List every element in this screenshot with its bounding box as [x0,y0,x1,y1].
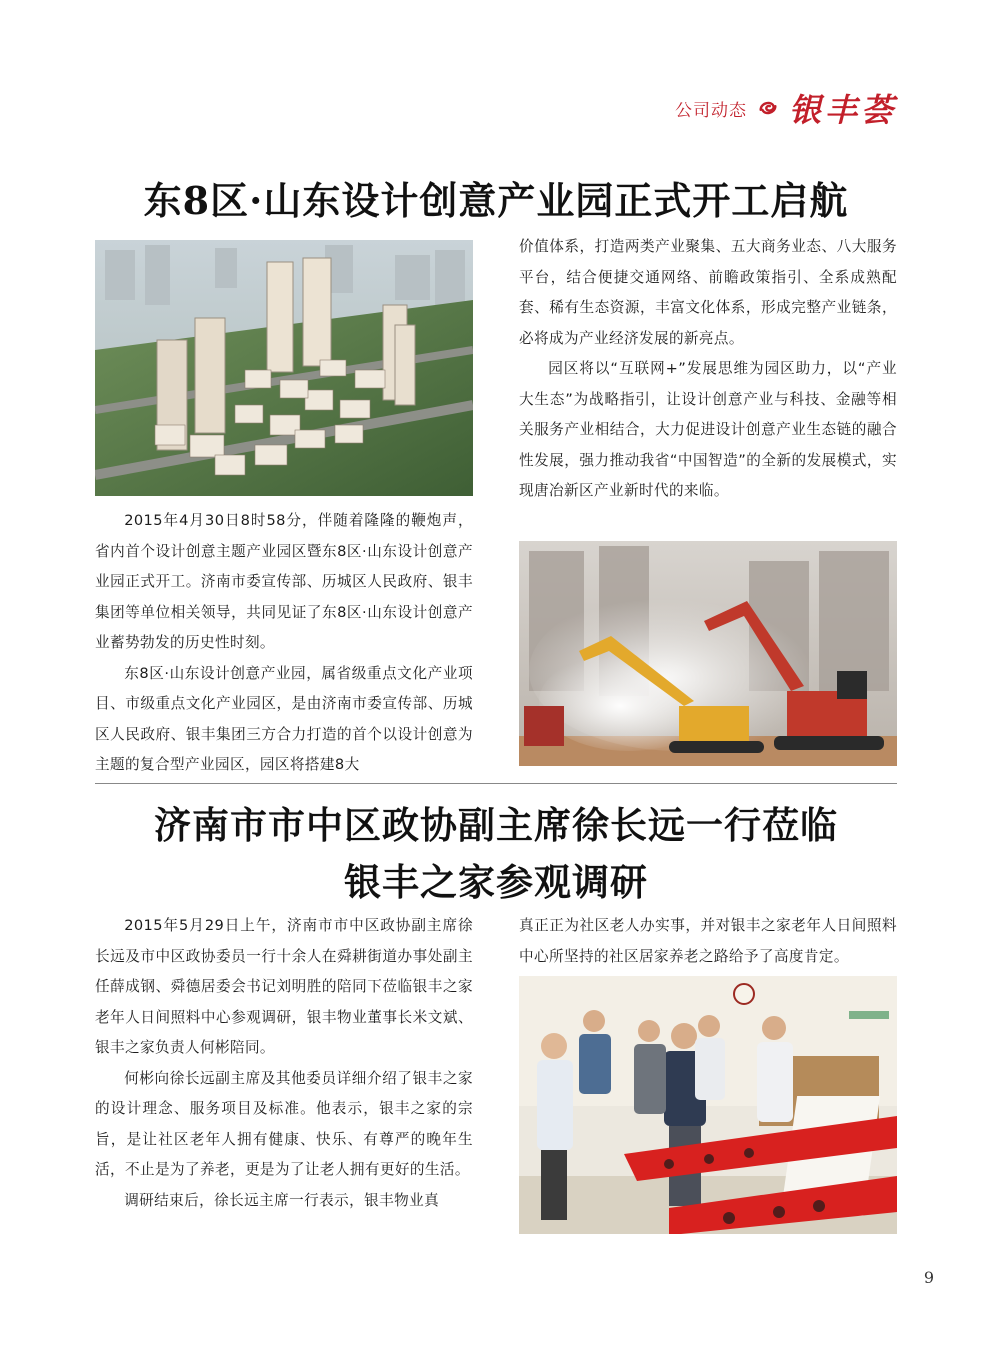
article2-title-line2: 银丰之家参观调研 [344,860,648,904]
article1-paragraph: 2015年4月30日8时58分，伴随着隆隆的鞭炮声，省内首个设计创意主题产业园区暨东8区·山东设计创意产业园正式开工。济南市委宣传部、历城区人民政府、银丰集团等单位相关领导，共同见证了东8区·山东设计创意产业蓄势勃发的历史性时刻。 [95,512,473,651]
article2-right-column [519,911,897,972]
article2-title-line1: 济南市市中区政协副主席徐长远一行莅临 [154,803,838,847]
article2-paragraph: 何彬向徐长远副主席及其他委员详细介绍了银丰之家的设计理念、服务项目及标准。他表示，银丰之家的宗旨，是让社区老年人拥有健康、快乐、有尊严的晚年生活，不止是为了养老，更是为了让老人拥有更好的生活。 [95,1069,473,1178]
section-divider [95,783,897,784]
article1-title: 东8区·山东设计创意产业园正式开工启航 [143,178,849,223]
swirl-icon [757,97,779,119]
article2-paragraph: 真正正为社区老人办实事，并对银丰之家老年人日间照料中心所坚持的社区居家养老之路给予了高度肯定。 [519,917,897,965]
article2-paragraph: 调研结束后，徐长远主席一行表示，银丰物业真 [124,1191,440,1209]
article2-paragraph: 2015年5月29日上午，济南市市中区政协副主席徐长远及市中区政协委员一行十余人在舜耕街道办事处副主任薛成钢、舜德居委会书记刘明胜的陪同下莅临银丰之家老年人日间照料中心参观调研，银丰物业董事长米文斌、银丰之家负责人何彬陪同。 [95,917,473,1056]
article1-left-column [95,506,473,781]
page-number: 9 [923,1268,934,1287]
article1-paragraph: 东8区·山东设计创意产业园，属省级重点文化产业项目、市级重点文化产业园区，是由济南市委宣传部、历城区人民政府、银丰集团三方合力打造的首个以设计创意为主题的复合型产业园区，园区将搭建8大 [95,664,473,773]
groundbreaking-excavator-image [519,541,897,766]
visit-calligraphy-image [519,976,897,1234]
section-label: 公司动态 [674,100,747,121]
page-header [675,85,897,131]
article1-paragraph: 价值体系，打造两类产业聚集、五大商务业态、八大服务平台，结合便捷交通网络、前瞻政策指引、全系成熟配套、稀有生态资源，丰富文化体系，形成完整产业链条，必将成为产业经济发展的新亮点。 [519,238,897,347]
park-aerial-rendering-image [95,240,473,496]
article2-title [0,797,992,911]
article2-left-column [95,911,473,1216]
article1-right-column [519,232,897,507]
article1-paragraph: 园区将以“互联网+”发展思维为园区助力，以“产业大生态”为战略指引，让设计创意产业与科技、金融等相关服务产业相结合，大力促进设计创意产业生态链的融合性发展，强力推动我省“中国智造”的全新的发展模式，实现唐冶新区产业新时代的来临。 [519,360,897,499]
brand-logo-text: 银丰荟 [788,91,897,129]
